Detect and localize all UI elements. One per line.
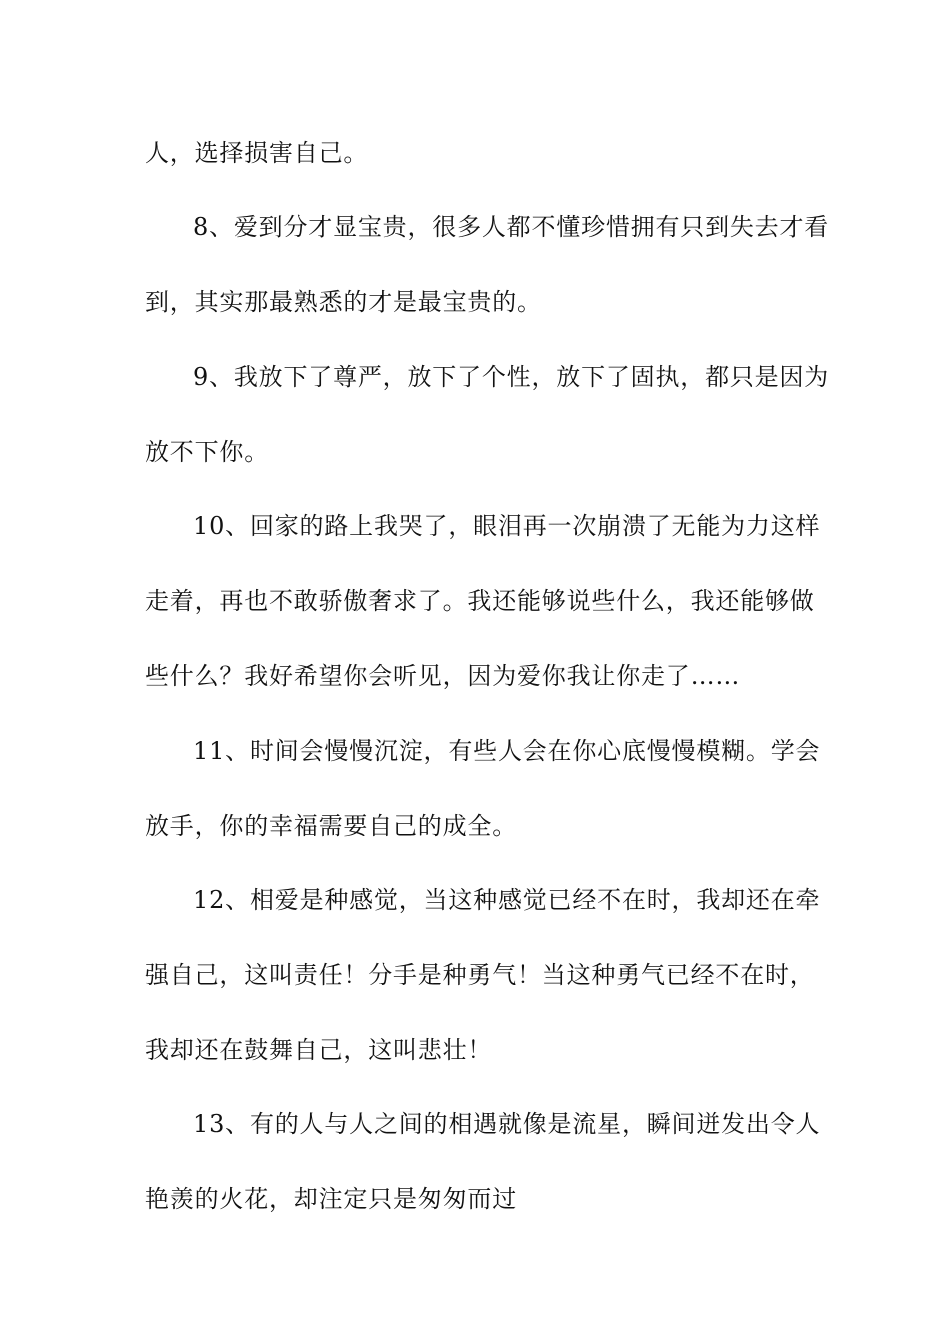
paragraph-13-first-line: 13、有的人与人之间的相遇就像是流星，瞬间迸发出令人 bbox=[193, 1110, 821, 1138]
text-line: 艳羡的火花，却注定只是匆匆而过 bbox=[145, 1185, 517, 1213]
text-line: 人，选择损害自己。 bbox=[145, 139, 369, 167]
text-line: 到，其实那最熟悉的才是最宝贵的。 bbox=[145, 288, 542, 316]
text-line: 我却还在鼓舞自己，这叫悲壮！ bbox=[145, 1036, 493, 1064]
paragraph-11-first-line: 11、时间会慢慢沉淀，有些人会在你心底慢慢模糊。学会 bbox=[193, 737, 821, 765]
text-line: 放手，你的幸福需要自己的成全。 bbox=[145, 812, 517, 840]
paragraph-12-first-line: 12、相爱是种感觉，当这种感觉已经不在时，我却还在牵 bbox=[193, 886, 821, 914]
text-line: 走着，再也不敢骄傲奢求了。我还能够说些什么，我还能够做 bbox=[145, 587, 815, 615]
text-line: 放不下你。 bbox=[145, 438, 269, 466]
text-line: 强自己，这叫责任！分手是种勇气！当这种勇气已经不在时， bbox=[145, 961, 815, 989]
paragraph-8-first-line: 8、爱到分才显宝贵，很多人都不懂珍惜拥有只到失去才看 bbox=[193, 213, 830, 241]
text-line: 些什么？我好希望你会听见，因为爱你我让你走了…… bbox=[145, 662, 741, 690]
paragraph-10-first-line: 10、回家的路上我哭了，眼泪再一次崩溃了无能为力这样 bbox=[193, 512, 821, 540]
paragraph-9-first-line: 9、我放下了尊严，放下了个性，放下了固执，都只是因为 bbox=[193, 363, 830, 391]
